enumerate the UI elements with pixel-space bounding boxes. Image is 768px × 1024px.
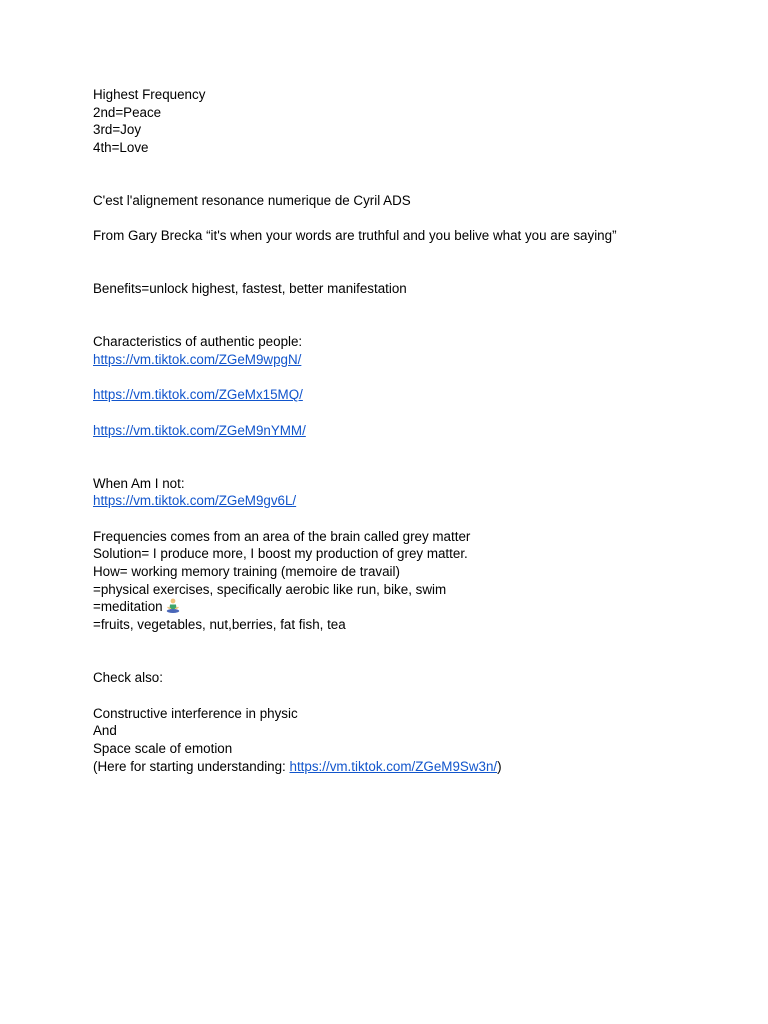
person-in-lotus-position-icon xyxy=(165,598,181,614)
understanding-line xyxy=(93,758,502,775)
tiktok-link-3[interactable]: https://vm.tiktok.com/ZGeM9nYMM/ xyxy=(93,423,306,438)
frequency-fourth: 4th=Love xyxy=(93,140,149,155)
meditation-text: =meditation xyxy=(93,599,163,614)
check-also-item-1: Constructive interference in physic xyxy=(93,706,298,721)
grey-matter-line-1: Frequencies comes from an area of the brain called grey matter xyxy=(93,529,471,544)
understanding-suffix: ) xyxy=(497,759,502,774)
frequency-second: 2nd=Peace xyxy=(93,105,162,120)
tiktok-link-understanding[interactable]: https://vm.tiktok.com/ZGeM9Sw3n/ xyxy=(289,759,498,774)
check-also-heading: Check also: xyxy=(93,670,163,685)
when-not-heading: When Am I not: xyxy=(93,476,185,491)
frequency-third: 3rd=Joy xyxy=(93,122,142,137)
frequency-title: Highest Frequency xyxy=(93,87,206,102)
grey-matter-line-2: Solution= I produce more, I boost my production of grey matter. xyxy=(93,546,468,561)
tiktok-link-when-not[interactable]: https://vm.tiktok.com/ZGeM9gv6L/ xyxy=(93,493,297,508)
authentic-heading: Characteristics of authentic people: xyxy=(93,334,303,349)
grey-matter-line-6: =fruits, vegetables, nut,berries, fat fish, tea xyxy=(93,617,346,632)
grey-matter-line-3: How= working memory training (memoire de travail) xyxy=(93,564,400,579)
benefits-text: Benefits=unlock highest, fastest, better manifestation xyxy=(93,281,407,296)
gary-brecka-quote: From Gary Brecka “it's when your words are truthful and you belive what you are saying” xyxy=(93,228,617,243)
check-also-item-3: Space scale of emotion xyxy=(93,741,233,756)
tiktok-link-1[interactable]: https://vm.tiktok.com/ZGeM9wpgN/ xyxy=(93,352,302,367)
check-also-item-2: And xyxy=(93,723,117,738)
alignment-note: C'est l'alignement resonance numerique de Cyril ADS xyxy=(93,193,411,208)
understanding-prefix: (Here for starting understanding: xyxy=(93,759,290,774)
grey-matter-line-4: =physical exercises, specifically aerobic like run, bike, swim xyxy=(93,582,447,597)
tiktok-link-2[interactable]: https://vm.tiktok.com/ZGeMx15MQ/ xyxy=(93,387,303,402)
grey-matter-line-5 xyxy=(93,598,181,615)
